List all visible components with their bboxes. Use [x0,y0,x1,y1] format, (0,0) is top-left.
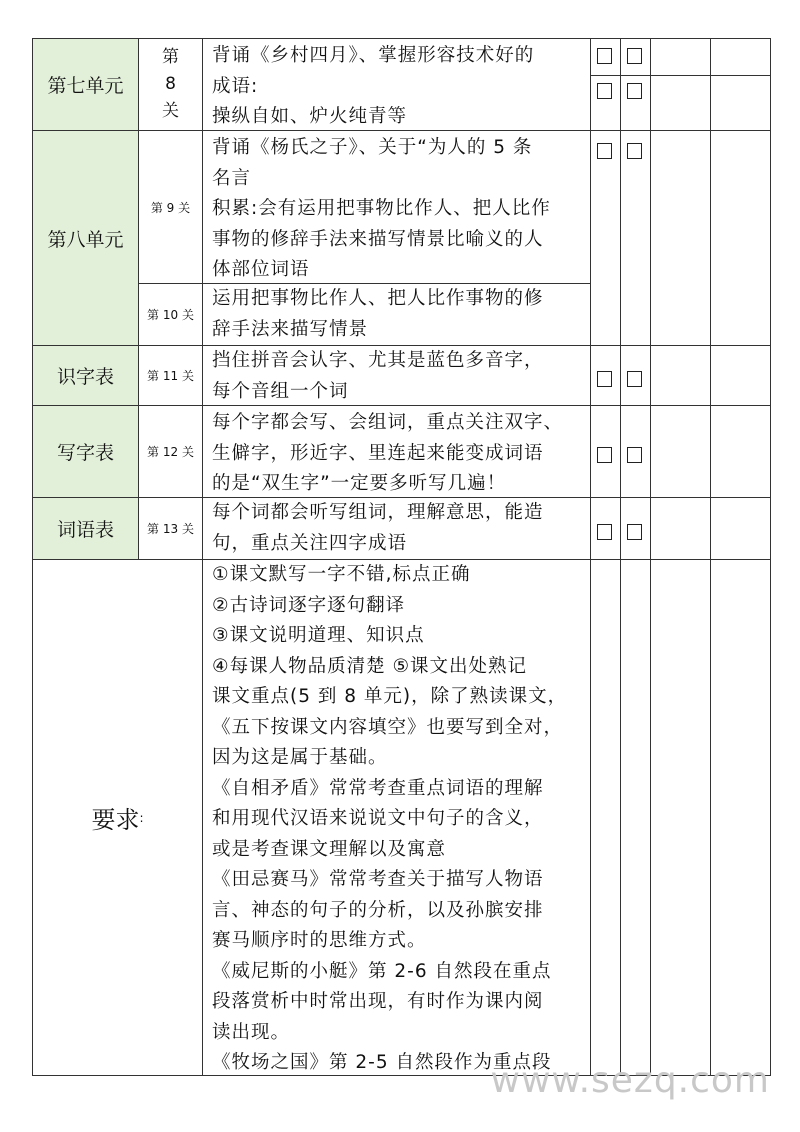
task-line: 生僻字，形近字、里连起来能变成词语 [212,442,544,464]
check-cell [710,497,771,560]
task-line: 每个音组一个词 [212,380,349,402]
task-line: 名言 [212,167,252,189]
check-cell [710,559,771,1076]
checkbox[interactable] [627,371,642,387]
level-label: 第 10 关 [147,308,194,322]
task-line: 运用把事物比作人、把人比作事物的修 [212,288,544,309]
level-cell [138,345,203,406]
task-content [202,38,591,131]
requirements-colon: : [139,810,144,825]
task-line: 挡住拼音会认字、尤其是蓝色多音字， [212,350,544,371]
task-line: 事物的修辞手法来描写情景比喻义的人 [212,228,544,250]
level-label: 第 12 关 [147,445,194,459]
requirement-line: 《威尼斯的小艇》第 2-6 自然段在重点 [212,960,552,982]
level-label: 第 9 关 [150,200,191,215]
requirement-line: ①课文默写一字不错,标点正确 [212,564,471,585]
check-cell [650,38,711,76]
check-cell [710,405,771,498]
check-cell [650,130,711,346]
task-line: 每个字都会写、会组词，重点关注双字、 [212,412,564,433]
unit-cell: 词语表 [32,497,139,560]
requirement-line: 因为这是属于基础。 [212,747,388,768]
requirements-content [202,559,591,1076]
check-cell [650,559,711,1076]
requirements-label-cell [32,559,203,1076]
task-content [202,283,591,346]
task-line: 积累:会有运用把事物比作人、把人比作 [212,198,551,219]
check-cell [590,130,621,346]
check-cell [620,559,651,1076]
level-cell [138,497,203,560]
task-line: 操纵自如、炉火纯青等 [212,106,408,127]
requirement-line: 和用现代汉语来说说文中句子的含义， [212,808,544,829]
requirement-line: 赛马顺序时的思维方式。 [212,930,427,951]
task-line: 每个词都会听写组词，理解意思，能造 [212,502,544,523]
task-content [202,130,591,284]
check-cell [710,130,771,346]
check-cell [650,497,711,560]
check-cell [710,345,771,406]
checkbox[interactable] [597,524,612,540]
task-line: 句，重点关注四字成语 [212,532,408,554]
task-line: 体部位词语 [212,259,310,280]
requirement-line: 课文重点(5 到 8 单元)，除了熟读课文， [212,686,568,707]
level-label: 第 13 关 [147,522,194,536]
level-label: 第 11 关 [147,369,194,383]
requirement-line: 读出现。 [212,1021,291,1043]
requirement-line: 或是考查课文理解以及寓意 [212,838,447,860]
checkbox[interactable] [597,83,612,99]
task-line: 背诵《乡村四月》、掌握形容技术好的 [212,45,535,66]
level-cell [138,405,203,498]
task-line: 辞手法来描写情景 [212,318,369,340]
check-cell [650,405,711,498]
level-cell [138,130,203,284]
check-cell [650,75,711,131]
requirement-line: 《五下按课文内容填空》也要写到全对， [212,716,564,738]
task-line: 背诵《杨氏之子》、关于“为人的 5 条 [212,137,533,158]
checkbox[interactable] [627,524,642,540]
checkbox[interactable] [597,447,612,463]
unit-cell: 识字表 [32,345,139,406]
level-label: 第 8 关 [162,47,179,121]
unit-cell: 写字表 [32,405,139,498]
checkbox[interactable] [597,48,612,64]
level-cell [138,38,203,131]
requirement-line: ③课文说明道理、知识点 [212,625,425,646]
level-cell [138,283,203,346]
requirement-line: 《田忌赛马》常常考查关于描写人物语 [212,869,544,890]
checkbox[interactable] [627,447,642,463]
task-line: 成语: [212,75,259,97]
requirement-line: 言、神态的句子的分析，以及孙膑安排 [212,899,544,921]
check-cell [710,75,771,131]
check-cell [620,130,651,346]
watermark: www.sezq.com [490,1060,770,1101]
requirement-line: 段落赏析中时常出现，有时作为课内阅 [212,991,544,1012]
checkbox[interactable] [627,83,642,99]
checkbox[interactable] [597,371,612,387]
unit-cell: 第七单元 [32,38,139,131]
requirements-label: 要求 [91,806,140,834]
requirement-line: ④每课人物品质清楚 ⑤课文出处熟记 [212,655,528,677]
task-content [202,405,591,498]
check-cell [590,559,621,1076]
unit-cell: 第八单元 [32,130,139,346]
requirement-line: 《自相矛盾》常常考查重点词语的理解 [212,777,544,799]
task-line: 的是“双生字”一定要多听写几遍！ [212,473,507,494]
checkbox[interactable] [627,143,642,159]
task-content [202,497,591,560]
checkbox[interactable] [627,48,642,64]
check-cell [650,345,711,406]
check-cell [710,38,771,76]
task-content [202,345,591,406]
requirement-line: ②古诗词逐字逐句翻译 [212,594,406,616]
checkbox[interactable] [597,143,612,159]
requirement-line: 《牧场之国》第 2-5 自然段作为重点段 [212,1052,552,1073]
